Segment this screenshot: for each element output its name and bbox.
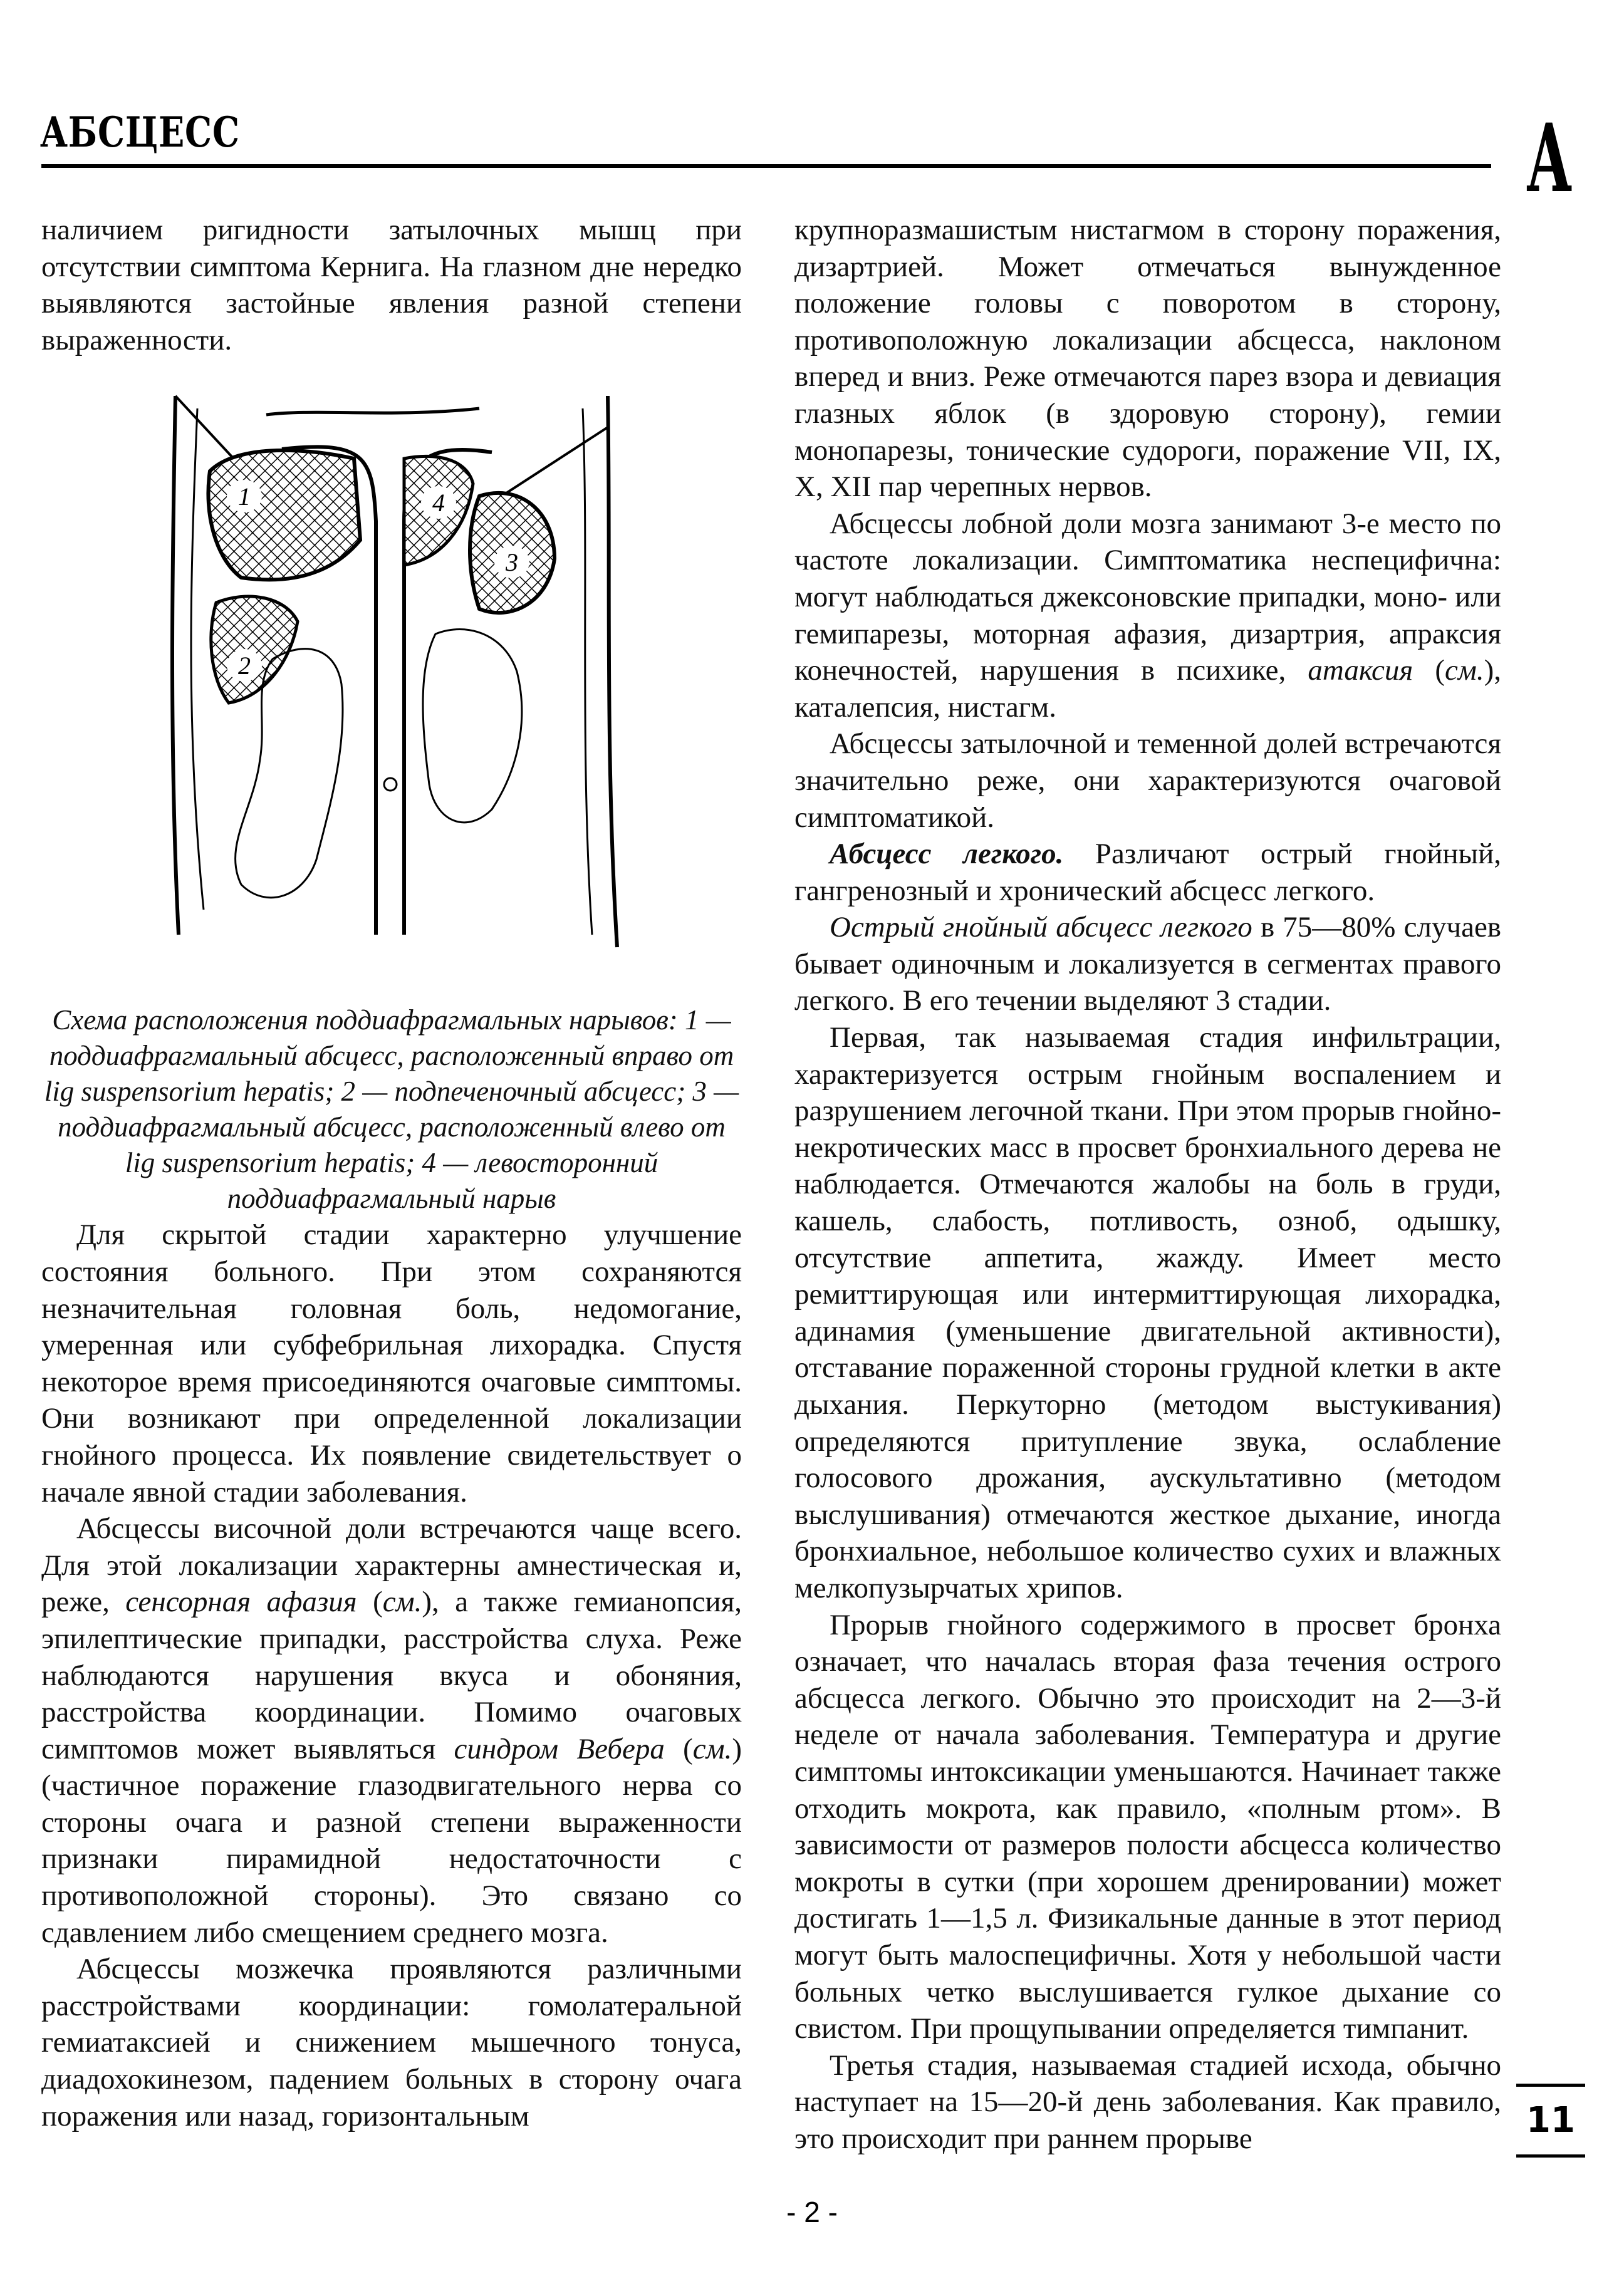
see-reference: см. [1444, 654, 1484, 687]
diaphragm [266, 408, 479, 415]
see-reference: см. [382, 1586, 422, 1619]
svg-text:3: 3 [506, 548, 518, 577]
figure-label-4 [421, 486, 456, 519]
right-column [794, 212, 1501, 2157]
svg-text:2: 2 [238, 652, 251, 680]
paragraph: крупноразмашистым нистагмом в сторону поражения, дизартрией. Может отмечаться вынужденное положение головы с поворотом в сторону, противоположную локализации абсцесса, наклоном вперед и вниз. Реже отмечаются парез взора и девиация глазных яблок (в здоровую сторону), гемии монопарезы, тонические судороги, поражение VII, IX, X, XII пар черепных нервов. [794, 214, 1501, 504]
subdiaphragmatic-abscess-diagram [141, 371, 642, 985]
footer-page-label: - 2 - [786, 2196, 838, 2228]
umbilicus [384, 778, 397, 791]
body-wall-left-inner [191, 408, 204, 910]
text-run: ( [357, 1586, 383, 1619]
intestine-right [423, 630, 522, 823]
text-run: ( [1413, 654, 1445, 687]
svg-text:1: 1 [238, 482, 251, 511]
text-run: Абсцессы лобной доли мозга занимают 3-е место по частоте локализации. Симптоматика неспецифична: могут наблюдаться джексоновские припадки, моно- или гемипарезы, моторная афазия, дизартрия, апраксия конечностей, нарушения в психике, [794, 507, 1501, 687]
left-column [41, 212, 742, 2134]
paragraph: Прорыв гнойного содержимого в просвет бронха означает, что началась вторая фаза течения острого абсцесса легкого. Обычно это происходит на 2—3-й неделе от начала заболевания. Температура и другие симптомы интоксикации уменьшаются. Начинает также отходить мокрота, как правило, «полным ртом». В зависимости от размеров полости абсцесса количество мокроты в сутки (при хорошем дренировании) может достигать 1—1,5 л. Физикальные данные в этот период могут быть малоспецифичны. Хотя у небольшой части больных четко выслушивается гулкое дыхание со свистом. При прощупывании определяется тимпанит. [794, 1608, 1501, 2045]
text-run: Различают острый гнойный, гангренозный и хронический абсцесс легкого. [794, 838, 1501, 907]
cross-reference: сенсорная афазия [125, 1586, 357, 1619]
text-run: ), каталепсия, нистагм. [794, 654, 1501, 724]
text-run: ( [664, 1732, 693, 1765]
text-run: ) (частичное поражение глазодвигательного нерва со стороны очага и разной степени выраженности признаки пирамидной недостаточности с противоположной стороны). Это связано со сдавлением либо смещением среднего мозга. [41, 1732, 742, 1949]
header-rule [41, 164, 1491, 168]
abscess-region-1 [208, 450, 360, 580]
paragraph [794, 909, 1501, 1019]
running-title: АБСЦЕСС [40, 108, 240, 157]
text-run: ), а также гемианопсия, эпилептические припадки, расстройства слуха. Реже наблюдаются нарушения вкуса и обоняния, расстройства координации. Помимо очаговых симптомов может выявляться [41, 1586, 742, 1765]
figure-label-1 [227, 480, 262, 512]
see-reference: см. [692, 1732, 732, 1765]
body-wall-left [172, 396, 179, 935]
cross-reference: атаксия [1308, 654, 1413, 687]
svg-text:4: 4 [432, 489, 445, 517]
body-wall-right-inner [583, 408, 592, 935]
drain-right [492, 427, 608, 502]
paragraph: Абсцессы мозжечка проявляются различными расстройствами координации: гомолатеральной гемиатаксией и снижением мышечного тонуса, диадохокинезом, падением больных в сторону очага поражения или назад, горизонтальным [41, 1953, 742, 2132]
abscess-region-2 [211, 596, 298, 703]
paragraph [794, 506, 1501, 726]
figure-label-2 [227, 649, 262, 682]
paragraph: Третья стадия, называемая стадией исхода, обычно наступает на 15—20-й день заболевания. Как правило, это происходит при раннем прорыве [794, 2049, 1501, 2155]
term-emphasis: Острый гнойный абсцесс легкого [830, 911, 1252, 944]
subsection-heading: Абсцесс легкого. [830, 838, 1064, 871]
figure-caption: Схема расположения поддиафрагмальных нарывов: 1 — поддиафрагмальный абсцесс, расположенный вправо от lig suspensorium hepatis; 2 — подпеченочный абсцесс; 3 — поддиафрагмальный абсцесс, расположенный влево от lig suspensorium hepatis; 4 — левосторонний поддиафрагмальный нарыв [44, 1004, 739, 1215]
page-number: 11 [1526, 2100, 1575, 2141]
cross-reference: синдром Вебера [454, 1732, 665, 1765]
page-tab-rule-bottom [1516, 2154, 1585, 2158]
paragraph: наличием ригидности затылочных мышц при отсутствии симптома Кернига. На глазном дне нередко выявляются застойные явления разной степени выраженности. [41, 214, 742, 356]
paragraph [41, 1510, 742, 1951]
text-run: в 75—80% случаев бывает одиночным и локализуется в сегментах правого легкого. В его течении выделяют 3 стадии. [794, 911, 1501, 1017]
paragraph [794, 836, 1501, 909]
body-wall-right [608, 396, 617, 947]
paragraph: Для скрытой стадии характерно улучшение состояния больного. При этом сохраняются незначительная головная боль, недомогание, умеренная или субфебрильная лихорадка. Спустя некоторое время присоединяются очаговые симптомы. Они возникают при определенной локализации гнойного процесса. Их появление свидетельствует о начале явной стадии заболевания. [41, 1218, 742, 1509]
paragraph: Первая, так называемая стадия инфильтрации, характеризуется острым гнойным воспалением и разрушением легочной ткани. При этом прорыв гнойно-некротических масс в просвет бронхиального дерева не наблюдается. Отмечаются жалобы на боль в груди, кашель, слабость, потливость, озноб, одышку, отсутствие аппетита, жажду. Имеет место ремиттирующая или интермиттирующая лихорадка, адинамия (уменьшение двигательной активности), отставание пораженной стороны грудной клетки в акте дыхания. Перкуторно (методом выстукивания) определяются притупление звука, ослабление голосового дрожания, аускультативно (методом выслушивания) отмечаются жесткое дыхание, иногда бронхиальное, небольшое количество сухих и влажных мелкопузырчатых хрипов. [794, 1021, 1501, 1604]
anatomical-illustration [141, 371, 642, 985]
paragraph: Абсцессы затылочной и теменной долей встречаются значительно реже, они характеризуются очаговой симптоматикой. [794, 727, 1501, 834]
page-number-tab [1516, 2084, 1585, 2158]
section-letter: А [1526, 103, 1573, 214]
figure-label-3 [494, 546, 529, 578]
text-run: Абсцессы височной доли встречаются чаще всего. Для этой локализации характерны амнестическая и, реже, [41, 1512, 742, 1619]
